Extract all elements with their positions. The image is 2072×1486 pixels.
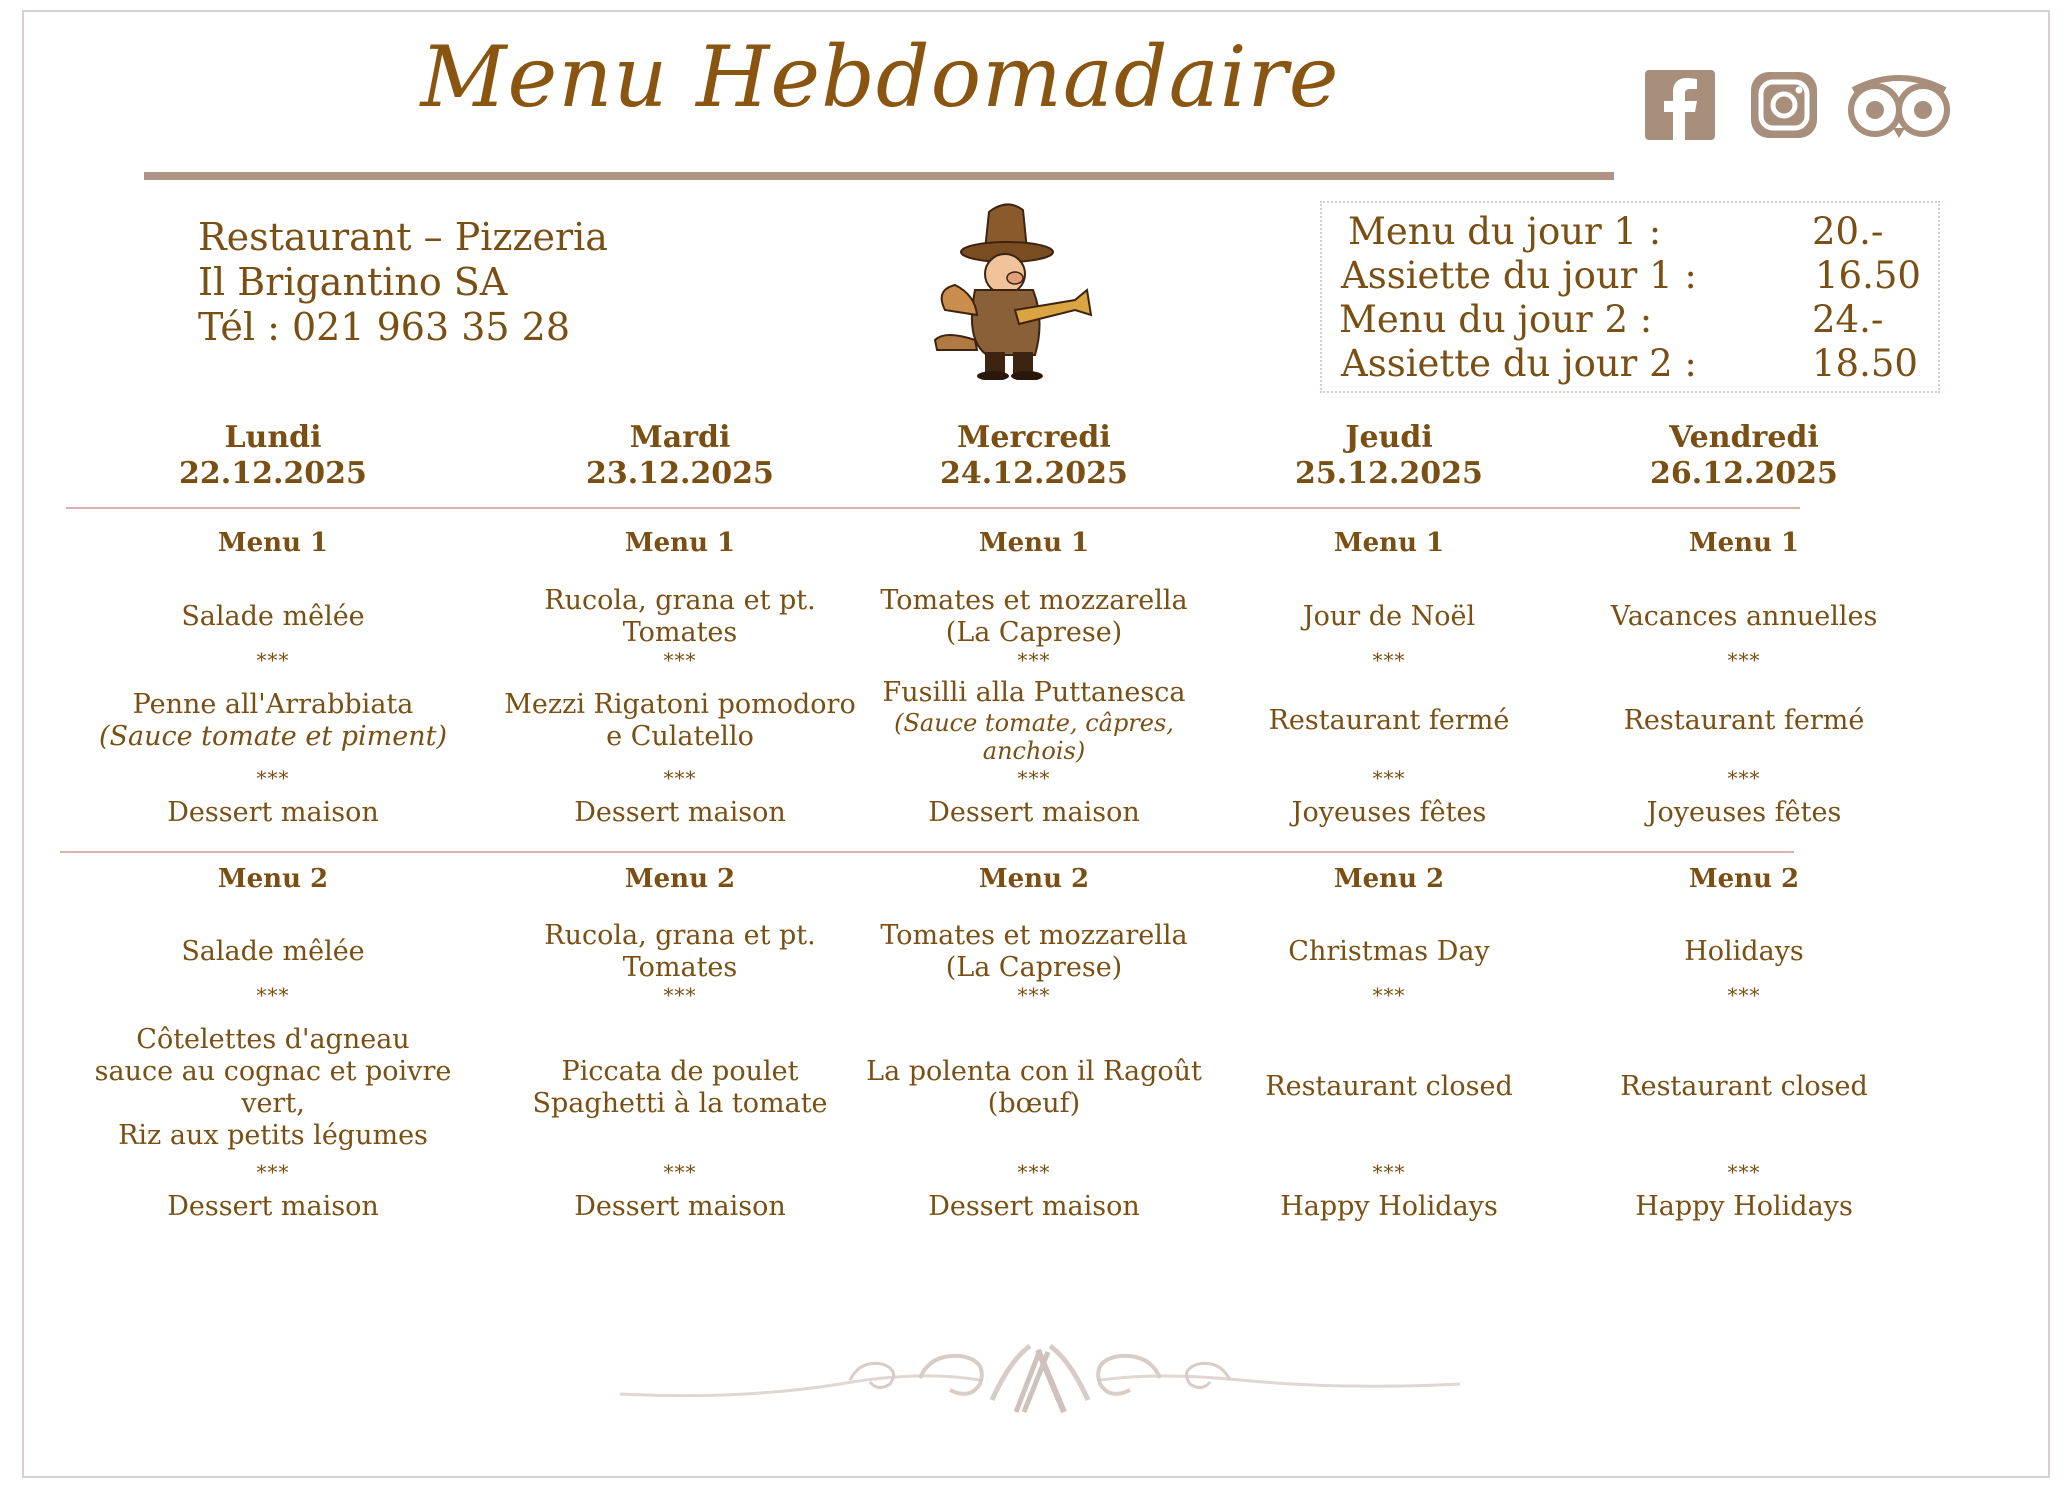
price-row: [1348, 210, 1908, 254]
menu-main: [1199, 1071, 1579, 1103]
course-separator: ***: [1727, 648, 1761, 672]
dish-text: (bœuf): [987, 1088, 1081, 1119]
day-header: [490, 420, 870, 492]
menu-main: [490, 1056, 870, 1120]
restaurant-info: [198, 215, 608, 350]
dish-text: (La Caprese): [945, 952, 1123, 983]
dish-text: Côtelettes d'agneau: [136, 1024, 410, 1055]
course-separator: ***: [256, 648, 290, 672]
dish-text: Jour de Noël: [1302, 601, 1476, 632]
dish-text: Vacances annuelles: [1610, 601, 1878, 632]
menu-main: [83, 689, 463, 753]
menu-label: Menu 2: [1688, 864, 1800, 894]
dish-text: Christmas Day: [1288, 936, 1490, 967]
dish-text: Penne all'Arrabbiata: [132, 689, 414, 720]
menu-dessert: Dessert maison: [928, 1191, 1140, 1222]
course-separator: ***: [663, 648, 697, 672]
course-separator: ***: [1727, 983, 1761, 1007]
dish-text: Mezzi Rigatoni pomodoro: [504, 689, 856, 720]
course-separator: ***: [1727, 1160, 1761, 1184]
menu-label: Menu 2: [624, 864, 736, 894]
dish-text: Piccata de poulet: [561, 1056, 799, 1087]
day-name: Mercredi: [957, 420, 1111, 455]
restaurant-name: Il Brigantino SA: [198, 260, 508, 304]
dish-text: Holidays: [1684, 936, 1804, 967]
course-separator: ***: [1017, 648, 1051, 672]
brigand-mascot-image: [915, 190, 1095, 380]
menu-starter: [83, 936, 463, 968]
price-label: Assiette du jour 2 :: [1341, 342, 1697, 385]
header-divider: [66, 507, 1800, 509]
dish-text: Tomates: [622, 617, 738, 648]
course-separator: ***: [1727, 766, 1761, 790]
course-separator: ***: [256, 1160, 290, 1184]
menu-label: Menu 1: [624, 528, 736, 558]
price-value: 24.-: [1812, 298, 1884, 341]
dish-text: Restaurant closed: [1620, 1071, 1868, 1102]
menu-label: Menu 1: [1688, 528, 1800, 558]
dish-text: Riz aux petits légumes: [118, 1120, 428, 1151]
menu-dessert: Dessert maison: [167, 1191, 379, 1222]
menu-dessert: Happy Holidays: [1280, 1191, 1498, 1222]
menu-main: [490, 689, 870, 753]
dish-text: (La Caprese): [945, 617, 1123, 648]
day-name: Mardi: [629, 420, 731, 455]
menu-label: Menu 1: [1333, 528, 1445, 558]
dish-text: Tomates: [622, 952, 738, 983]
course-separator: ***: [256, 766, 290, 790]
menu-main: [1554, 705, 1934, 737]
day-header: [1199, 420, 1579, 492]
dish-text: Fusilli alla Puttanesca: [882, 677, 1186, 708]
title-divider: [144, 172, 1614, 180]
course-separator: ***: [663, 983, 697, 1007]
price-row: [1339, 298, 1908, 342]
course-separator: ***: [663, 766, 697, 790]
dish-text: Restaurant fermé: [1268, 705, 1510, 736]
dish-note: (Sauce tomate, câpres,: [894, 709, 1174, 737]
price-value: 16.50: [1815, 254, 1921, 297]
price-label: Assiette du jour 1 :: [1341, 254, 1697, 297]
day-header: [844, 420, 1224, 492]
price-value: 18.50: [1812, 342, 1918, 385]
menu-starter: [1554, 936, 1934, 968]
day-name: Jeudi: [1345, 420, 1433, 455]
restaurant-phone: Tél : 021 963 35 28: [198, 305, 571, 349]
daily-prices-box: [1320, 201, 1940, 393]
dish-text: Salade mêlée: [181, 936, 365, 967]
menu-label: Menu 1: [217, 528, 329, 558]
day-name: Vendredi: [1669, 420, 1819, 455]
dish-text: Restaurant fermé: [1623, 705, 1865, 736]
course-separator: ***: [1372, 1160, 1406, 1184]
page-title: Menu Hebdomadaire: [420, 28, 1340, 126]
dish-text: Rucola, grana et pt.: [544, 920, 816, 951]
menu-dessert: Dessert maison: [574, 797, 786, 828]
menu-dessert: Happy Holidays: [1635, 1191, 1853, 1222]
day-date: 22.12.2025: [179, 456, 367, 491]
day-date: 26.12.2025: [1650, 456, 1838, 491]
price-value: 20.-: [1812, 210, 1884, 253]
instagram-icon[interactable]: [1749, 70, 1819, 140]
dish-text: La polenta con il Ragoût: [866, 1056, 1202, 1087]
dish-text: e Culatello: [606, 721, 754, 752]
menu-dessert: Dessert maison: [167, 797, 379, 828]
menu-starter: [490, 585, 870, 649]
course-separator: ***: [1017, 983, 1051, 1007]
course-separator: ***: [1017, 1160, 1051, 1184]
menu-starter: [1554, 601, 1934, 633]
dish-text: sauce au cognac et poivre vert,: [94, 1056, 452, 1119]
menu-starter: [1199, 601, 1579, 633]
menu-label: Menu 2: [217, 864, 329, 894]
menu-divider: [60, 851, 1794, 853]
dish-text: Tomates et mozzarella: [880, 585, 1188, 616]
menu-dessert: Joyeuses fêtes: [1291, 797, 1487, 828]
menu-main: [844, 1056, 1224, 1120]
dish-text: Restaurant closed: [1265, 1071, 1513, 1102]
menu-label: Menu 2: [1333, 864, 1445, 894]
tripadvisor-icon[interactable]: [1845, 70, 1953, 140]
dish-text: Tomates et mozzarella: [880, 920, 1188, 951]
day-name: Lundi: [224, 420, 322, 455]
course-separator: ***: [1372, 766, 1406, 790]
course-separator: ***: [1372, 648, 1406, 672]
day-header: [83, 420, 463, 492]
price-row: [1341, 342, 1918, 386]
menu-starter: [844, 585, 1224, 649]
menu-label: Menu 2: [978, 864, 1090, 894]
menu-dessert: Joyeuses fêtes: [1646, 797, 1842, 828]
course-separator: ***: [256, 983, 290, 1007]
menu-main: [1554, 1071, 1934, 1103]
day-header: [1554, 420, 1934, 492]
dish-text: Rucola, grana et pt.: [544, 585, 816, 616]
cutlery-ornament-icon: [620, 1340, 1460, 1416]
menu-main: [844, 677, 1224, 765]
dish-note: anchois): [982, 737, 1086, 765]
course-separator: ***: [1372, 983, 1406, 1007]
course-separator: ***: [1017, 766, 1051, 790]
menu-starter: [1199, 936, 1579, 968]
menu-starter: [844, 920, 1224, 984]
menu-dessert: Dessert maison: [928, 797, 1140, 828]
day-date: 23.12.2025: [586, 456, 774, 491]
course-separator: ***: [663, 1160, 697, 1184]
menu-main: [83, 1024, 463, 1152]
day-date: 24.12.2025: [940, 456, 1128, 491]
menu-dessert: Dessert maison: [574, 1191, 786, 1222]
menu-starter: [83, 601, 463, 633]
facebook-icon[interactable]: [1645, 70, 1715, 140]
price-label: Menu du jour 1 :: [1348, 210, 1662, 253]
day-date: 25.12.2025: [1295, 456, 1483, 491]
dish-text: Spaghetti à la tomate: [532, 1088, 828, 1119]
dish-note: (Sauce tomate et piment): [98, 721, 448, 752]
menu-label: Menu 1: [978, 528, 1090, 558]
price-row: [1341, 254, 1921, 298]
menu-main: [1199, 705, 1579, 737]
menu-starter: [490, 920, 870, 984]
price-label: Menu du jour 2 :: [1339, 298, 1653, 341]
dish-text: Salade mêlée: [181, 601, 365, 632]
restaurant-type: Restaurant – Pizzeria: [198, 215, 608, 259]
